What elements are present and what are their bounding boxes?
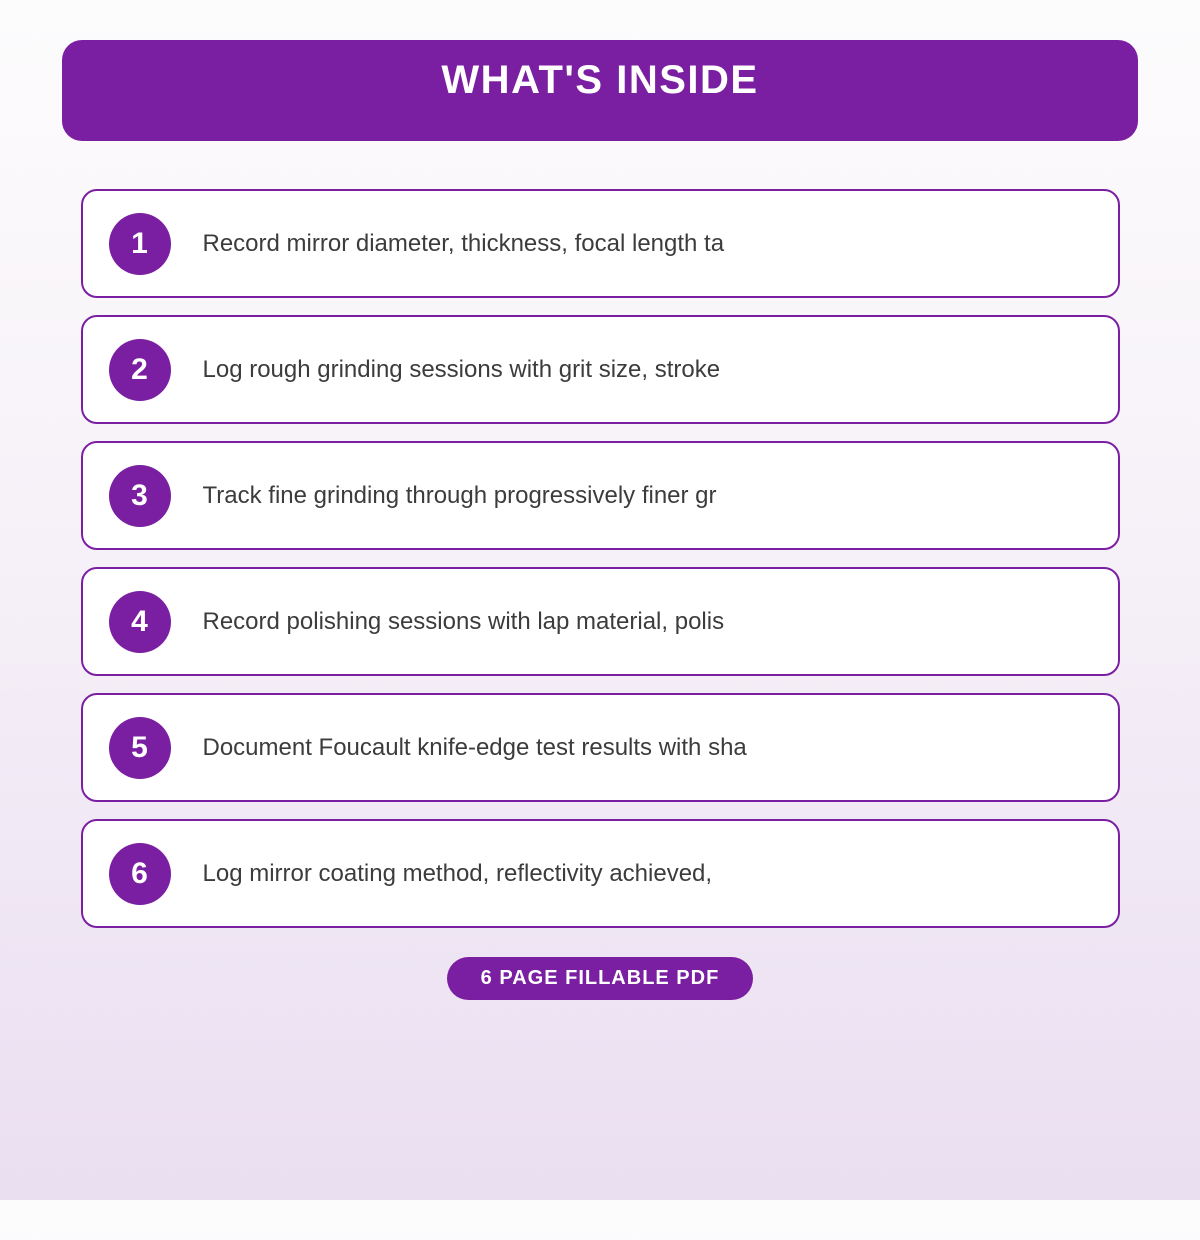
item-number-badge — [109, 465, 171, 527]
item-number: 3 — [131, 478, 148, 512]
list-item — [81, 819, 1120, 928]
item-text: Record mirror diameter, thickness, focal length ta — [202, 229, 725, 257]
whats-inside-infographic — [0, 40, 1200, 1000]
item-number-badge — [109, 213, 171, 275]
item-number-badge — [109, 717, 171, 779]
item-number-badge — [109, 591, 171, 653]
page-title: WHAT'S INSIDE — [441, 58, 759, 102]
list-item — [81, 441, 1120, 550]
list-item — [81, 315, 1120, 424]
item-text: Log rough grinding sessions with grit size, stroke — [202, 355, 721, 383]
item-number: 1 — [131, 226, 148, 260]
item-text: Log mirror coating method, reflectivity achieved, — [202, 859, 713, 887]
header-banner — [62, 40, 1138, 141]
page-count-badge-label: 6 PAGE FILLABLE PDF — [480, 967, 720, 989]
item-text: Track fine grinding through progressively finer gr — [202, 481, 717, 509]
item-number: 2 — [131, 352, 148, 386]
item-text: Record polishing sessions with lap material, polis — [202, 607, 725, 635]
item-number-badge — [109, 339, 171, 401]
page-count-badge — [447, 957, 754, 1000]
list-item — [81, 693, 1120, 802]
list-item — [81, 567, 1120, 676]
item-number-badge — [109, 843, 171, 905]
item-number: 4 — [131, 604, 148, 638]
list-item — [81, 189, 1120, 298]
feature-list — [81, 189, 1120, 928]
item-number: 6 — [131, 856, 148, 890]
item-text: Document Foucault knife-edge test results with sha — [202, 733, 747, 761]
item-number: 5 — [131, 730, 148, 764]
